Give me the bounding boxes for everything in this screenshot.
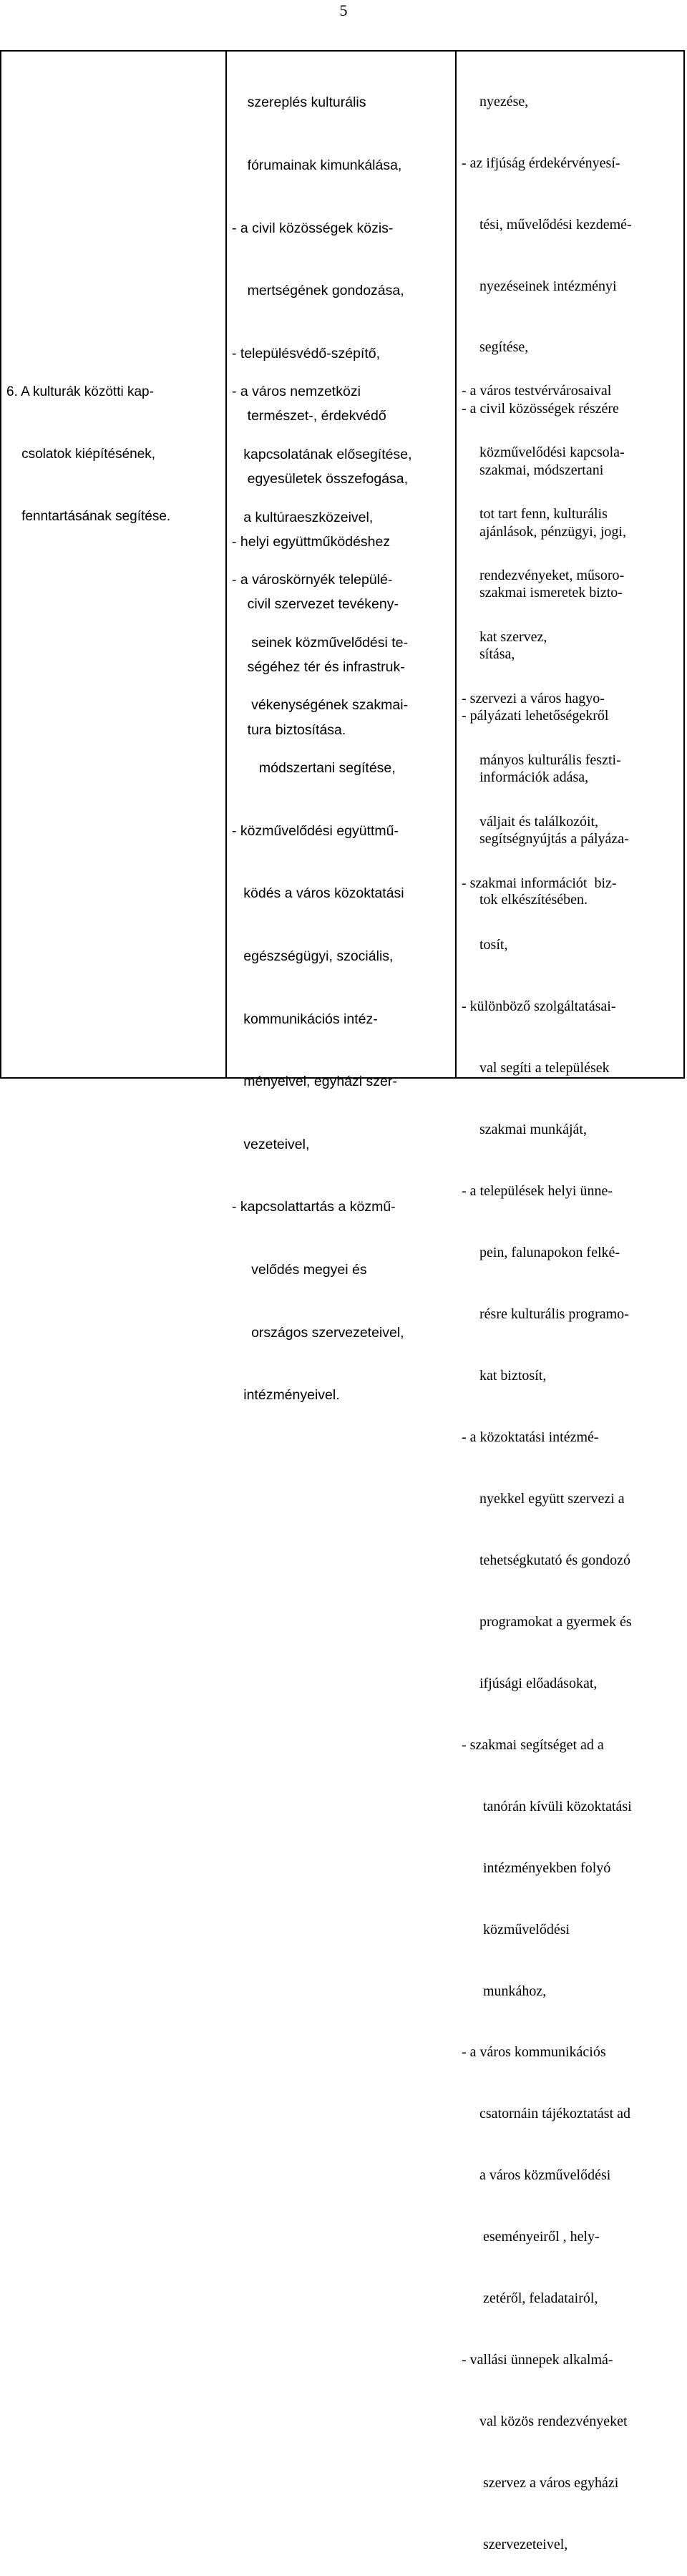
- text-line: kat szervez,: [462, 629, 547, 646]
- text-line: - közművelődési együttmű-: [232, 822, 399, 839]
- topic-line: csolatok kiépítésének,: [6, 447, 156, 462]
- page-number: 5: [339, 1, 348, 19]
- text-line: módszertani segítése,: [232, 760, 396, 777]
- text-line: ködés a város közoktatási: [232, 885, 404, 902]
- text-line: - a települések helyi ünne-: [462, 1182, 613, 1199]
- text-line: szervezeteivel,: [462, 2537, 568, 2553]
- text-line: természet-, érdekvédő: [232, 408, 386, 424]
- text-line: zetéről, feladatairól,: [462, 2290, 598, 2307]
- text-line: - településvédő-szépítő,: [232, 345, 381, 361]
- text-line: információk adása,: [462, 769, 589, 785]
- topic-cell: [6, 340, 170, 548]
- text-line: tosít,: [462, 937, 508, 953]
- text-line: közművelődési: [462, 1921, 570, 1938]
- implementation-cell: [462, 340, 632, 2576]
- column-divider-2: [455, 50, 457, 1079]
- text-line: országos szervezeteivel,: [232, 1324, 404, 1341]
- text-line: szereplés kulturális: [232, 94, 366, 111]
- text-line: - a város nemzetközi: [232, 384, 361, 400]
- topic-line: 6. A kulturák közötti kap-: [6, 384, 154, 399]
- text-line: tehetségkutató és gondozó: [462, 1552, 631, 1568]
- text-line: - vallási ünnepek alkalmá-: [462, 2352, 613, 2368]
- table-right-border: [683, 50, 685, 1079]
- topic-line: fenntartásának segítése.: [6, 509, 171, 524]
- text-line: szakmai, módszertani: [462, 462, 604, 478]
- text-line: - szakmai információt biz-: [462, 875, 617, 892]
- text-line: résre kulturális programo-: [462, 1306, 629, 1322]
- text-line: sítása,: [462, 646, 515, 663]
- text-line: szervez a város egyházi: [462, 2475, 619, 2492]
- text-line: váljait és találkozóit,: [462, 814, 599, 830]
- text-line: fórumainak kimunkálása,: [232, 157, 402, 174]
- text-line: programokat a gyermek és: [462, 1613, 632, 1630]
- text-line: civil szervezet tevékeny-: [232, 596, 399, 613]
- text-line: - helyi együttműködéshez: [232, 533, 391, 550]
- text-line: munkához,: [462, 1983, 547, 1999]
- text-line: rendezvényeket, műsoro-: [462, 568, 625, 584]
- text-line: vékenységének szakmai-: [232, 697, 409, 714]
- text-line: - szakmai segítséget ad a: [462, 1736, 604, 1753]
- text-line: nyezéseinek intézményi: [462, 278, 617, 294]
- text-line: tanórán kívüli közoktatási: [462, 1798, 632, 1814]
- text-line: - a civil közösségek közis-: [232, 220, 394, 236]
- text-line: mányos kulturális feszti-: [462, 752, 621, 769]
- text-line: tura biztosítása.: [232, 721, 346, 738]
- text-line: tok elkészítésében.: [462, 892, 588, 908]
- text-line: a kultúraeszközeivel,: [232, 509, 374, 525]
- column-divider-1: [225, 50, 227, 1079]
- text-line: szakmai ismeretek bizto-: [462, 585, 623, 601]
- text-line: egészségügyi, szociális,: [232, 948, 394, 964]
- text-line: pein, falunapokon felké-: [462, 1244, 620, 1260]
- text-line: egyesületek összefogása,: [232, 471, 409, 487]
- text-line: - a város kommunikációs: [462, 2044, 606, 2061]
- text-line: csatornáin tájékoztatást ad: [462, 2106, 631, 2122]
- text-line: segítségnyújtás a pályáza-: [462, 830, 629, 847]
- text-line: nyezése,: [462, 94, 529, 110]
- text-line: intézményekben folyó: [462, 1860, 611, 1876]
- text-line: a város közművelődési: [462, 2167, 611, 2184]
- table-left-border: [0, 50, 1, 1079]
- text-line: szakmai munkáját,: [462, 1121, 587, 1137]
- text-line: val segíti a települések: [462, 1059, 610, 1076]
- text-line: - a közoktatási intézmé-: [462, 1429, 599, 1445]
- text-line: - a városkörnyék települé-: [232, 572, 393, 588]
- text-line: - a civil közösségek részére: [462, 401, 619, 417]
- text-line: tot tart fenn, kulturális: [462, 506, 608, 523]
- text-line: nyekkel együtt szervezi a: [462, 1490, 625, 1507]
- text-line: kommunikációs intéz-: [232, 1011, 378, 1027]
- text-line: mertségének gondozása,: [232, 283, 404, 299]
- text-line: eseményeiről , hely-: [462, 2229, 600, 2245]
- text-line: ségéhez tér és infrastruk-: [232, 658, 405, 675]
- text-line: intézményeivel.: [232, 1387, 340, 1404]
- text-line: ifjúsági előadásokat,: [462, 1675, 598, 1691]
- text-line: - különböző szolgáltatásai-: [462, 998, 616, 1014]
- text-line: seinek közművelődési te-: [232, 634, 409, 651]
- text-line: - a város testvérvárosaival: [462, 383, 612, 399]
- text-line: - pályázati lehetőségekről: [462, 708, 609, 724]
- text-line: vezeteivel,: [232, 1136, 310, 1152]
- text-line: ajánlások, pénzügyi, jogi,: [462, 523, 626, 540]
- tasks-cell: [232, 340, 412, 1427]
- text-line: kat biztosít,: [462, 1367, 547, 1384]
- text-line: - az ifjúság érdekérvényesí-: [462, 155, 620, 171]
- text-line: - kapcsolattartás a közmű-: [232, 1199, 396, 1215]
- text-line: tési, művelődési kezdemé-: [462, 216, 632, 233]
- text-line: - szervezi a város hagyo-: [462, 691, 605, 707]
- text-line: velődés megyei és: [232, 1261, 367, 1278]
- text-line: segítése,: [462, 339, 529, 356]
- text-line: kapcsolatának elősegítése,: [232, 447, 412, 463]
- text-line: ményeivel, egyházi szer-: [232, 1074, 397, 1090]
- text-line: val közös rendezvényeket: [462, 2414, 628, 2430]
- text-line: közművelődési kapcsola-: [462, 444, 625, 461]
